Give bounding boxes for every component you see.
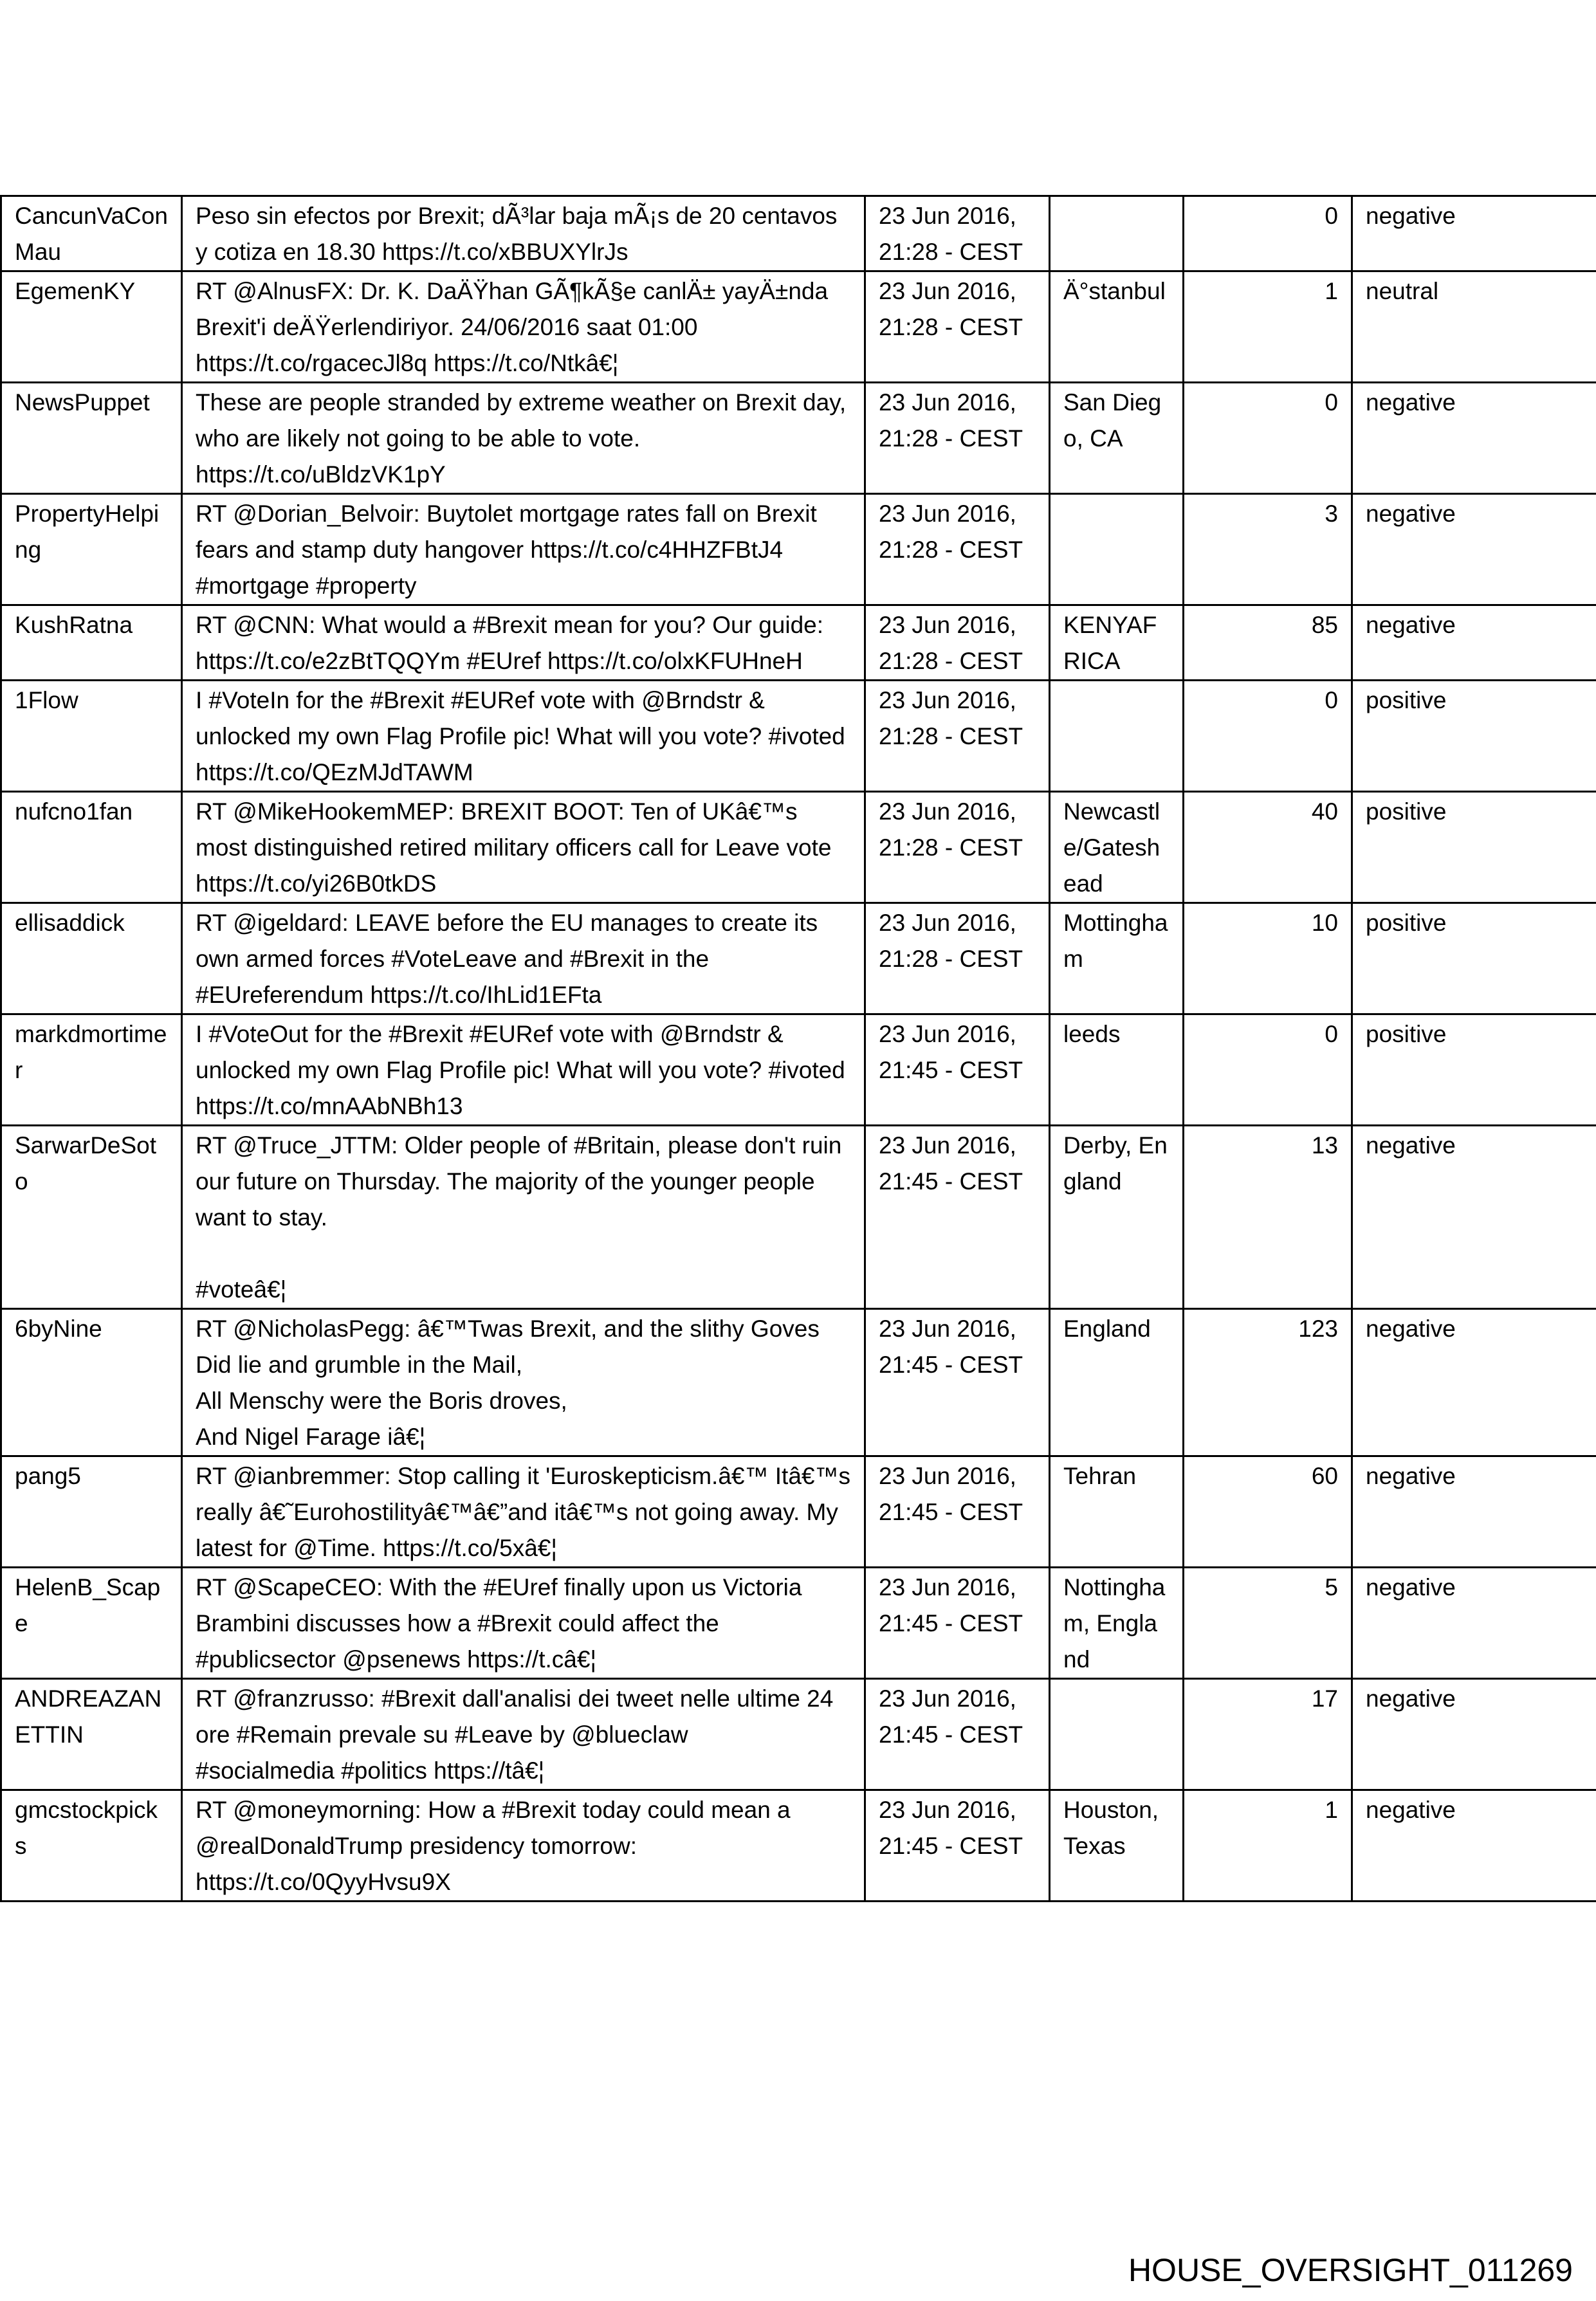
- date-cell: 23 Jun 2016, 21:45 - CEST: [865, 1679, 1050, 1790]
- sentiment-cell: positive: [1352, 1014, 1596, 1126]
- tweet-text-cell: RT @NicholasPegg: â€™Twas Brexit, and the slithy Goves Did lie and grumble in the Mail, All Menschy were the Boris droves, And Nigel Farage iâ€¦: [182, 1309, 865, 1456]
- table-row: [1, 681, 1596, 792]
- table-row: [1, 383, 1596, 494]
- date-cell: 23 Jun 2016, 21:28 - CEST: [865, 383, 1050, 494]
- sentiment-cell: positive: [1352, 903, 1596, 1014]
- username-cell: NewsPuppet: [1, 383, 182, 494]
- count-cell: 0: [1184, 681, 1352, 792]
- username-cell: KushRatna: [1, 605, 182, 681]
- tweet-text-cell: RT @moneymorning: How a #Brexit today could mean a @realDonaldTrump presidency tomorrow: https://t.co/0QyyHvsu9X: [182, 1790, 865, 1902]
- table-row: [1, 605, 1596, 681]
- date-cell: 23 Jun 2016, 21:45 - CEST: [865, 1014, 1050, 1126]
- table-row: [1, 1014, 1596, 1126]
- date-cell: 23 Jun 2016, 21:28 - CEST: [865, 605, 1050, 681]
- date-cell: 23 Jun 2016, 21:28 - CEST: [865, 681, 1050, 792]
- tweet-text-cell: RT @ianbremmer: Stop calling it 'Euroskepticism.â€™ Itâ€™s really â€˜Eurohostilityâ€™â€”and itâ€™s not going away. My latest for @Time. https://t.co/5xâ€¦: [182, 1456, 865, 1568]
- location-cell: Derby, England: [1050, 1126, 1184, 1309]
- username-cell: nufcno1fan: [1, 792, 182, 903]
- sentiment-cell: negative: [1352, 1568, 1596, 1679]
- table-row: [1, 196, 1596, 271]
- table-row: [1, 1456, 1596, 1568]
- location-cell: Nottingham, England: [1050, 1568, 1184, 1679]
- date-cell: 23 Jun 2016, 21:28 - CEST: [865, 494, 1050, 605]
- count-cell: 0: [1184, 1014, 1352, 1126]
- sentiment-cell: negative: [1352, 383, 1596, 494]
- sentiment-cell: negative: [1352, 196, 1596, 271]
- sentiment-cell: negative: [1352, 1679, 1596, 1790]
- sentiment-cell: positive: [1352, 681, 1596, 792]
- count-cell: 60: [1184, 1456, 1352, 1568]
- sentiment-cell: positive: [1352, 792, 1596, 903]
- date-cell: 23 Jun 2016, 21:45 - CEST: [865, 1568, 1050, 1679]
- count-cell: 0: [1184, 196, 1352, 271]
- table-row: [1, 271, 1596, 383]
- table-row: [1, 792, 1596, 903]
- username-cell: gmcstockpicks: [1, 1790, 182, 1902]
- tweet-text-cell: These are people stranded by extreme weather on Brexit day, who are likely not going to be able to vote. https://t.co/uBldzVK1pY: [182, 383, 865, 494]
- location-cell: San Diego, CA: [1050, 383, 1184, 494]
- location-cell: England: [1050, 1309, 1184, 1456]
- location-cell: Houston, Texas: [1050, 1790, 1184, 1902]
- table-row: [1, 1309, 1596, 1456]
- username-cell: ellisaddick: [1, 903, 182, 1014]
- count-cell: 123: [1184, 1309, 1352, 1456]
- count-cell: 1: [1184, 271, 1352, 383]
- count-cell: 5: [1184, 1568, 1352, 1679]
- tweet-text-cell: RT @MikeHookemMEP: BREXIT BOOT: Ten of UKâ€™s most distinguished retired military officers call for Leave vote https://t.co/yi26B0tkDS: [182, 792, 865, 903]
- count-cell: 13: [1184, 1126, 1352, 1309]
- tweet-text-cell: RT @ScapeCEO: With the #EUref finally upon us Victoria Brambini discusses how a #Brexit could affect the #publicsector @psenews https://t.câ€¦: [182, 1568, 865, 1679]
- date-cell: 23 Jun 2016, 21:45 - CEST: [865, 1790, 1050, 1902]
- tweet-text-cell: RT @franzrusso: #Brexit dall'analisi dei tweet nelle ultime 24 ore #Remain prevale su #Leave by @blueclaw #socialmedia #politics https://tâ€¦: [182, 1679, 865, 1790]
- count-cell: 17: [1184, 1679, 1352, 1790]
- username-cell: pang5: [1, 1456, 182, 1568]
- location-cell: Tehran: [1050, 1456, 1184, 1568]
- sentiment-cell: neutral: [1352, 271, 1596, 383]
- table-row: [1, 1679, 1596, 1790]
- sentiment-cell: negative: [1352, 1309, 1596, 1456]
- count-cell: 0: [1184, 383, 1352, 494]
- date-cell: 23 Jun 2016, 21:28 - CEST: [865, 196, 1050, 271]
- date-cell: 23 Jun 2016, 21:45 - CEST: [865, 1456, 1050, 1568]
- location-cell: Mottingham: [1050, 903, 1184, 1014]
- tweet-text-cell: RT @igeldard: LEAVE before the EU manages to create its own armed forces #VoteLeave and #Brexit in the #EUreferendum https://t.co/IhLid1EFta: [182, 903, 865, 1014]
- username-cell: 1Flow: [1, 681, 182, 792]
- table-row: [1, 1126, 1596, 1309]
- bates-number: HOUSE_OVERSIGHT_011269: [1128, 2252, 1573, 2288]
- count-cell: 40: [1184, 792, 1352, 903]
- count-cell: 1: [1184, 1790, 1352, 1902]
- location-cell: leeds: [1050, 1014, 1184, 1126]
- username-cell: HelenB_Scape: [1, 1568, 182, 1679]
- location-cell: Ä°stanbul: [1050, 271, 1184, 383]
- tweet-text-cell: RT @AlnusFX: Dr. K. DaÄŸhan GÃ¶kÃ§e canlÄ± yayÄ±nda Brexit'i deÄŸerlendiriyor. 24/06/2016 saat 01:00 https://t.co/rgacecJl8q https://t.co/Ntkâ€¦: [182, 271, 865, 383]
- tweet-text-cell: Peso sin efectos por Brexit; dÃ³lar baja mÃ¡s de 20 centavos y cotiza en 18.30 https://t.co/xBBUXYlrJs: [182, 196, 865, 271]
- username-cell: SarwarDeSoto: [1, 1126, 182, 1309]
- table-row: [1, 1568, 1596, 1679]
- location-cell: KENYAFRICA: [1050, 605, 1184, 681]
- location-cell: [1050, 1679, 1184, 1790]
- date-cell: 23 Jun 2016, 21:28 - CEST: [865, 271, 1050, 383]
- sentiment-cell: negative: [1352, 494, 1596, 605]
- tweet-text-cell: I #VoteOut for the #Brexit #EURef vote with @Brndstr & unlocked my own Flag Profile pic! What will you vote? #ivoted https://t.co/mnAAbNBh13: [182, 1014, 865, 1126]
- date-cell: 23 Jun 2016, 21:28 - CEST: [865, 903, 1050, 1014]
- table-row: [1, 1790, 1596, 1902]
- tweets-table: [0, 195, 1596, 1902]
- date-cell: 23 Jun 2016, 21:45 - CEST: [865, 1309, 1050, 1456]
- username-cell: PropertyHelping: [1, 494, 182, 605]
- location-cell: [1050, 681, 1184, 792]
- tweet-text-cell: RT @Truce_JTTM: Older people of #Britain, please don't ruin our future on Thursday. The majority of the younger people want to stay. #voteâ€¦: [182, 1126, 865, 1309]
- sentiment-cell: negative: [1352, 1790, 1596, 1902]
- date-cell: 23 Jun 2016, 21:45 - CEST: [865, 1126, 1050, 1309]
- count-cell: 85: [1184, 605, 1352, 681]
- tweet-text-cell: I #VoteIn for the #Brexit #EURef vote with @Brndstr & unlocked my own Flag Profile pic! What will you vote? #ivoted https://t.co/QEzMJdTAWM: [182, 681, 865, 792]
- sentiment-cell: negative: [1352, 1456, 1596, 1568]
- username-cell: 6byNine: [1, 1309, 182, 1456]
- location-cell: [1050, 494, 1184, 605]
- count-cell: 10: [1184, 903, 1352, 1014]
- username-cell: EgemenKY: [1, 271, 182, 383]
- username-cell: markdmortimer: [1, 1014, 182, 1126]
- location-cell: Newcastle/Gateshead: [1050, 792, 1184, 903]
- username-cell: ANDREAZANETTIN: [1, 1679, 182, 1790]
- tweet-text-cell: RT @Dorian_Belvoir: Buytolet mortgage rates fall on Brexit fears and stamp duty hangover https://t.co/c4HHZFBtJ4 #mortgage #property: [182, 494, 865, 605]
- date-cell: 23 Jun 2016, 21:28 - CEST: [865, 792, 1050, 903]
- username-cell: CancunVaConMau: [1, 196, 182, 271]
- location-cell: [1050, 196, 1184, 271]
- count-cell: 3: [1184, 494, 1352, 605]
- tweet-text-cell: RT @CNN: What would a #Brexit mean for you? Our guide: https://t.co/e2zBtTQQYm #EUref https://t.co/olxKFUHneH: [182, 605, 865, 681]
- table-row: [1, 494, 1596, 605]
- table-row: [1, 903, 1596, 1014]
- sentiment-cell: negative: [1352, 1126, 1596, 1309]
- sentiment-cell: negative: [1352, 605, 1596, 681]
